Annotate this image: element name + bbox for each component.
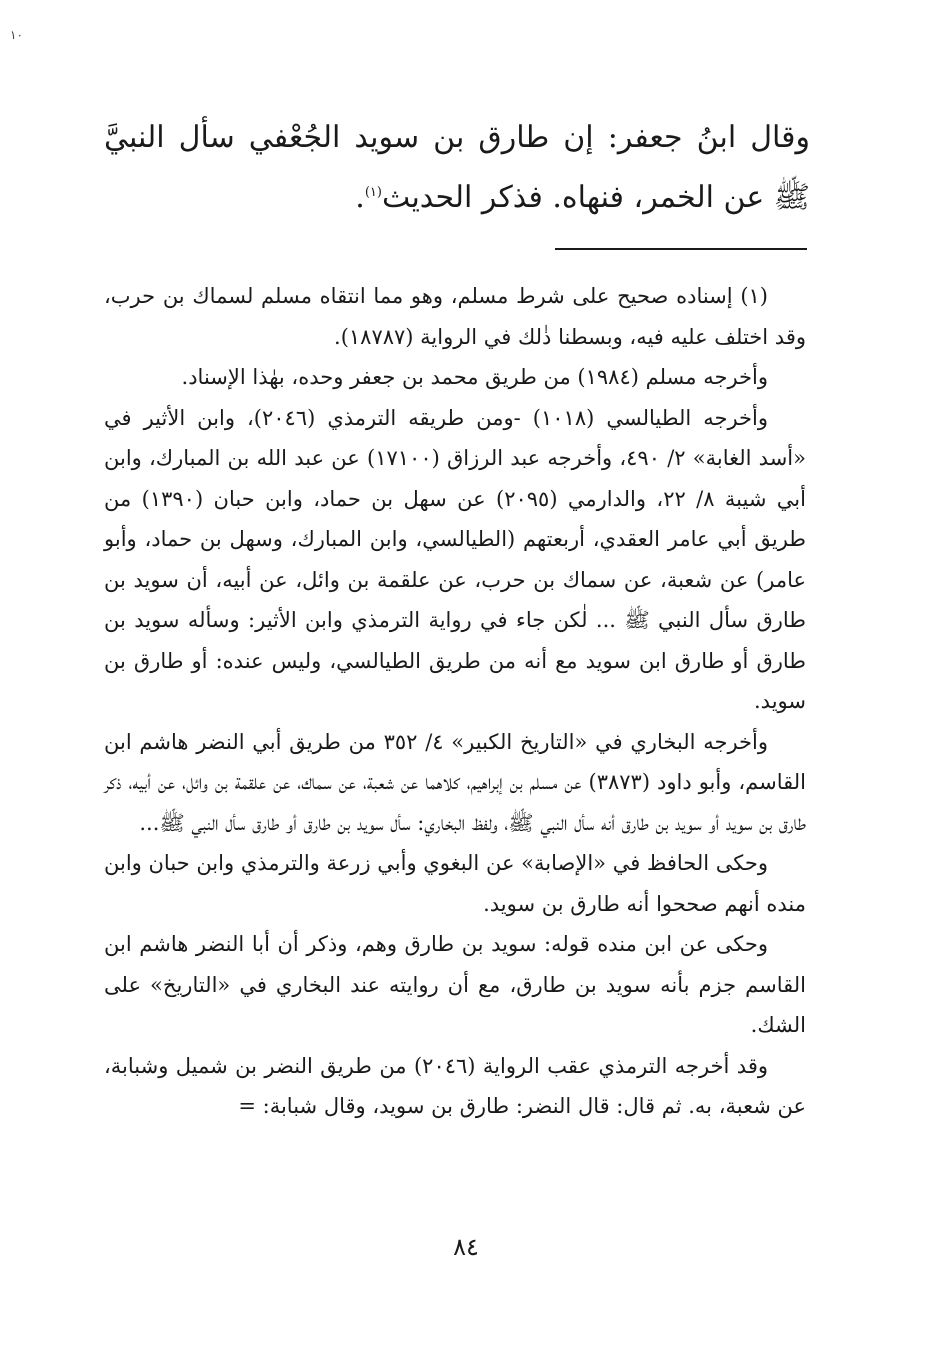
- footnotes: [104, 276, 806, 1127]
- page-number: ٨٤: [453, 1233, 479, 1261]
- footnote-paragraph: وأخرجه الطيالسي (١٠١٨) -ومن طريقه الترمذي (٢٠٤٦)، وابن الأثير في «أسد الغابة» ٢/ ٤٩٠، وأخرجه عبد الرزاق (١٧١٠٠) عن عبد الله بن المبارك، وابن أبي شيبة ٨/ ٢٢، والدارمي (٢٠٩٥) عن سهل بن حماد، وابن حبان (١٣٩٠) من طريق أبي عامر العقدي، أربعتهم (الطيالسي، وابن المبارك، وسهل بن حماد، وأبو عامر) عن شعبة، عن سماك بن حرب، عن علقمة بن وائل، عن أبيه، أن سويد بن طارق سأل النبي ﷺ ... لٰكن جاء في رواية الترمذي وابن الأثير: وسأله سويد بن طارق أو طارق ابن سويد مع أنه من طريق الطيالسي، وليس عنده: أو طارق بن سويد.: [104, 405, 806, 713]
- footnote-paragraph: وأخرجه البخاري في «التاريخ الكبير» ٤/ ٣٥٢ من طريق أبي النضر هاشم ابن القاسم، وأبو داود (٣٨٧٣) عن مسلم بن إبراهيم، كلاهما عن شعبة، عن سماك، عن علقمة بن وائل، عن أبيه، ذكر طارق بن سويد أو سويد بن طارق أنه سأل النبي ﷺ، ولفظ البخاري: سأل سويد بن طارق أو طارق سأل النبي ﷺ...: [104, 729, 806, 835]
- footnote-separator: [555, 248, 807, 250]
- main-paragraph: [104, 108, 810, 228]
- main-text-body: وقال ابنُ جعفر: إن طارق بن سويد الجُعْفي سأل النبيَّ ﷺ عن الخمر، فنهاه. فذكر الحديث: [104, 120, 810, 215]
- footnote-paragraph: وحكى الحافظ في «الإصابة» عن البغوي وأبي زرعة والترمذي وابن حبان وابن منده أنهم صححوا أنه طارق بن سويد.: [104, 851, 806, 916]
- footnote-paragraph: وأخرجه مسلم (١٩٨٤) من طريق محمد بن جعفر وحده، بهٰذا الإسناد.: [181, 365, 768, 389]
- footnote-paragraph: وقد أخرجه الترمذي عقب الرواية (٢٠٤٦) من طريق النضر بن شميل وشبابة، عن شعبة، به. ثم قال: قال النضر: طارق بن سويد، وقال شبابة: =: [104, 1053, 806, 1118]
- footnote-paragraph: وحكى عن ابن منده قوله: سويد بن طارق وهم، وذكر أن أبا النضر هاشم ابن القاسم جزم بأنه سويد بن طارق، مع أن روايته عند البخاري في «التاريخ» على الشك.: [104, 932, 806, 1037]
- main-text: [104, 108, 810, 228]
- footnote-paragraph: (١) إسناده صحيح على شرط مسلم، وهو مما انتقاه مسلم لسماك بن حرب، وقد اختلف عليه فيه، وبسطنا ذٰلك في الرواية (١٨٧٨٧).: [104, 284, 806, 349]
- main-text-end: .: [355, 180, 365, 215]
- footnote-reference: (١): [364, 185, 382, 200]
- corner-mark: ١٠: [10, 28, 23, 42]
